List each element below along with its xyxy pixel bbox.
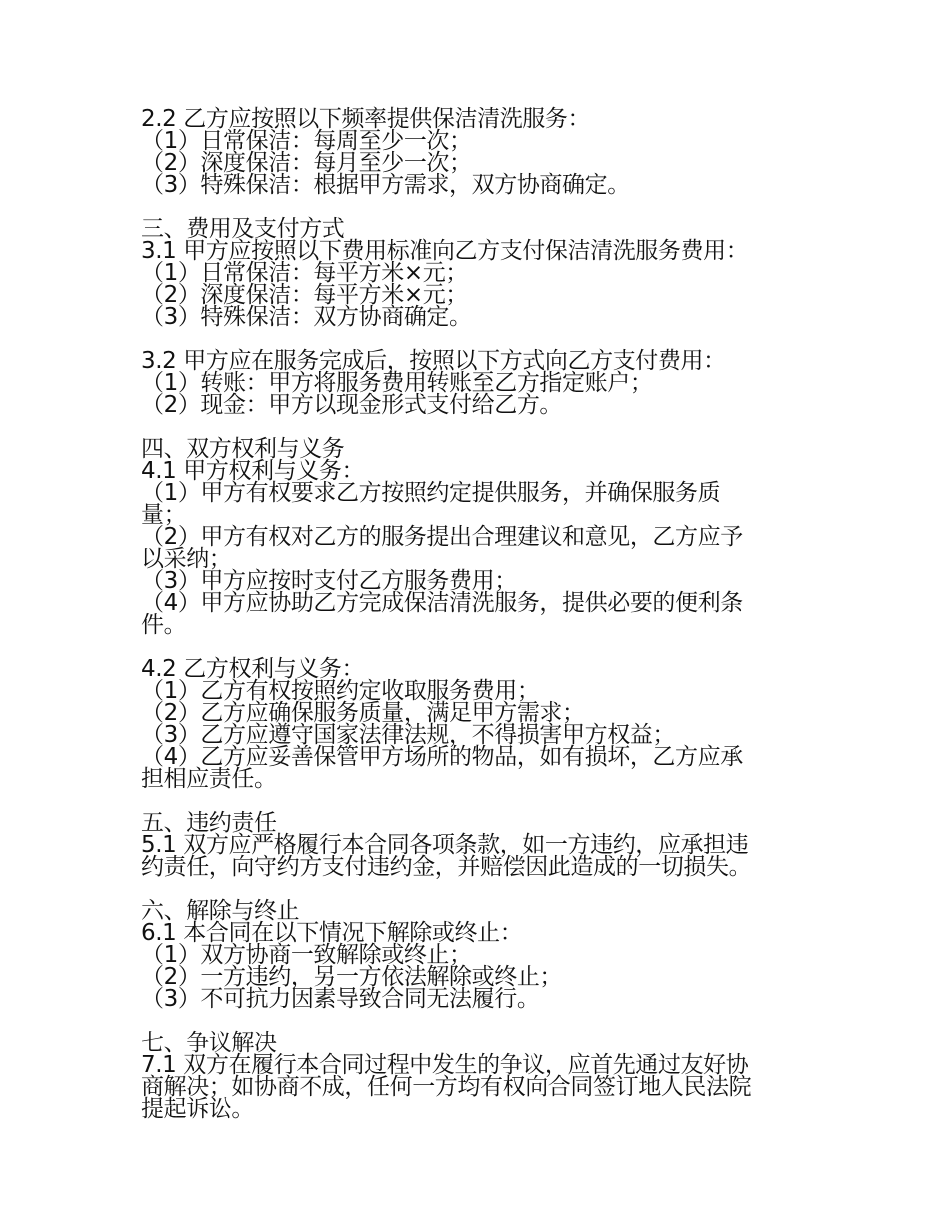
clause-line: 提起诉讼。 (141, 1096, 255, 1122)
clause-line: （1）双方协商一致解除或终止； (141, 942, 472, 968)
paragraph-gap (141, 196, 821, 218)
clause-line: （2）甲方有权对乙方的服务提出合理建议和意见，乙方应予 (141, 524, 743, 550)
clause-line: 担相应责任。 (141, 766, 277, 792)
clause-7-1: 7.1 双方在履行本合同过程中发生的争议，应首先通过友好协 (141, 1052, 749, 1078)
clause-line: （3）特殊保洁：双方协商确定。 (141, 304, 472, 330)
clause-line: （2）深度保洁：每月至少一次； (141, 150, 472, 176)
clause-4-1: 4.1 甲方权利与义务： (141, 458, 365, 484)
clause-3-2: 3.2 甲方应在服务完成后，按照以下方式向乙方支付费用： (141, 348, 726, 374)
clause-line: （1）日常保洁：每周至少一次； (141, 128, 472, 154)
clause-line: 以采纳； (141, 546, 232, 572)
paragraph-gap (141, 790, 821, 812)
clause-3-1: 3.1 甲方应按照以下费用标准向乙方支付保洁清洗服务费用： (141, 238, 749, 264)
clause-line: （3）甲方应按时支付乙方服务费用； (141, 568, 517, 594)
clause-line: （1）甲方有权要求乙方按照约定提供服务，并确保服务质 (141, 480, 721, 506)
clause-line: （3）不可抗力因素导致合同无法履行。 (141, 986, 540, 1012)
clause-2-2: 2.2 乙方应按照以下频率提供保洁清洗服务： (141, 106, 591, 132)
clause-line: 量； (141, 502, 187, 528)
clause-6-1: 6.1 本合同在以下情况下解除或终止： (141, 920, 523, 946)
clause-line: 约责任，向守约方支付违约金，并赔偿因此造成的一切损失。 (141, 854, 752, 880)
clause-line: （3）乙方应遵守国家法律法规，不得损害甲方权益； (141, 722, 676, 748)
clause-5-1: 5.1 双方应严格履行本合同各项条款，如一方违约，应承担违 (141, 832, 749, 858)
clause-line: （1）乙方有权按照约定收取服务费用； (141, 678, 540, 704)
paragraph-gap (141, 636, 821, 658)
clause-line: （2）乙方应确保服务质量，满足甲方需求； (141, 700, 585, 726)
clause-4-2: 4.2 乙方权利与义务： (141, 656, 365, 682)
section-heading-5: 五、违约责任 (141, 810, 277, 836)
clause-line: （2）一方违约，另一方依法解除或终止； (141, 964, 563, 990)
clause-line: （2）现金：甲方以现金形式支付给乙方。 (141, 392, 563, 418)
section-heading-4: 四、双方权利与义务 (141, 436, 345, 462)
paragraph-gap (141, 878, 821, 900)
section-heading-7: 七、争议解决 (141, 1030, 277, 1056)
clause-line: （2）深度保洁：每平方米×元； (141, 282, 468, 308)
clause-line: （4）乙方应妥善保管甲方场所的物品，如有损坏，乙方应承 (141, 744, 743, 770)
paragraph-gap (141, 1010, 821, 1032)
section-heading-3: 三、费用及支付方式 (141, 216, 345, 242)
section-heading-6: 六、解除与终止 (141, 898, 300, 924)
clause-line: （1）转账：甲方将服务费用转账至乙方指定账户； (141, 370, 653, 396)
clause-line: （3）特殊保洁：根据甲方需求，双方协商确定。 (141, 172, 630, 198)
clause-line: （4）甲方应协助乙方完成保洁清洗服务，提供必要的便利条 (141, 590, 743, 616)
clause-line: 商解决；如协商不成，任何一方均有权向合同签订地人民法院 (141, 1074, 752, 1100)
clause-line: （1）日常保洁：每平方米×元； (141, 260, 468, 286)
document-body (141, 108, 821, 1120)
paragraph-gap (141, 328, 821, 350)
paragraph-gap (141, 416, 821, 438)
clause-line: 件。 (141, 612, 187, 638)
